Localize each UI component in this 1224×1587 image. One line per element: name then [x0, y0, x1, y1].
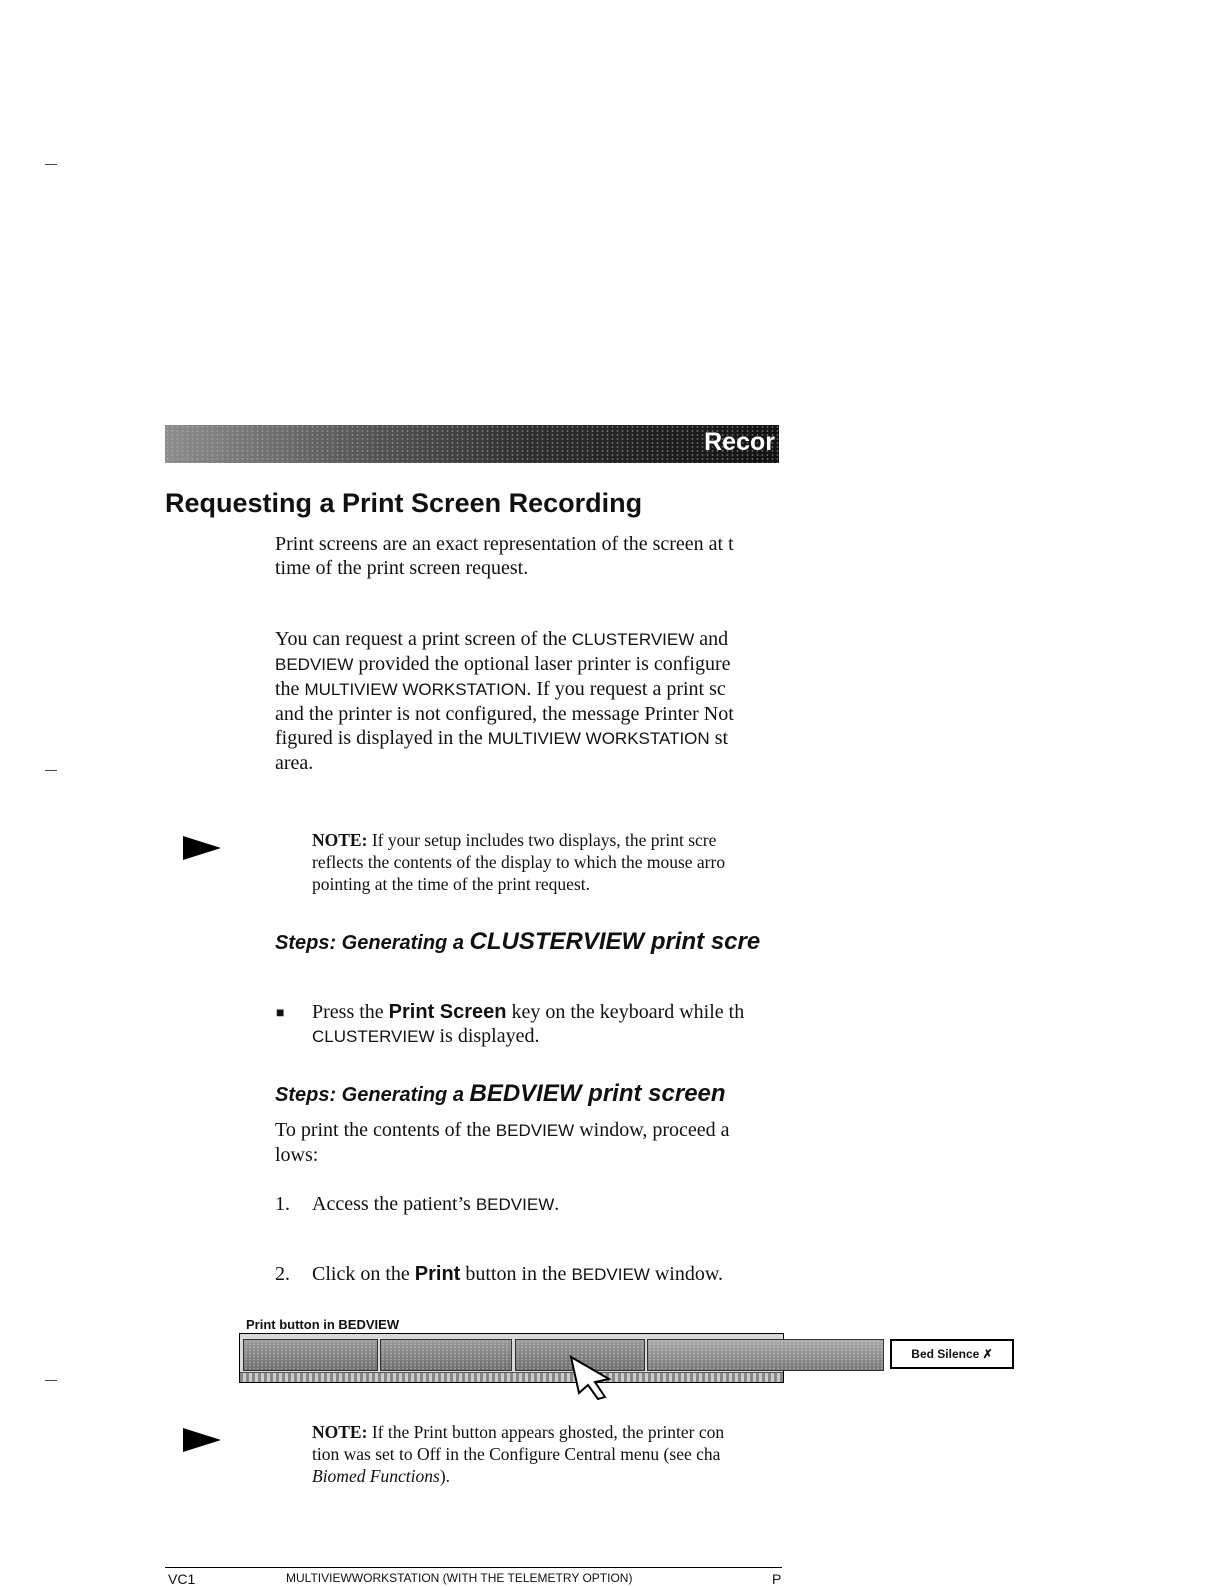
note2-line-2: tion was set to Off in the Configure Central menu (see cha: [312, 1444, 721, 1464]
banner-texture: [165, 425, 779, 463]
page-title: Requesting a Print Screen Recording: [165, 488, 643, 518]
config-line-4: and the printer is not configured, the message Printer Not: [275, 703, 734, 725]
toolbar-strip: [240, 1372, 783, 1382]
figure-caption: Print button in BEDVIEW: [246, 1317, 400, 1332]
step-print-screen-key: [312, 1000, 792, 1049]
config-line-6: area.: [275, 752, 314, 774]
proceed-line-2: lows:: [275, 1144, 319, 1166]
footer-page: P: [772, 1571, 782, 1587]
config-line-5: figured is displayed in the MULTIVIEW WORKSTATION st: [275, 727, 729, 749]
footer-left: VC1: [168, 1571, 196, 1587]
list-item: 1. Access the patient’s BEDVIEW.: [275, 1193, 560, 1215]
config-line-1: You can request a print screen of the CLUSTERVIEW and: [275, 628, 729, 650]
intro-line-1: Print screens are an exact representation of the screen at t: [275, 533, 734, 555]
intro-line-2: time of the print screen request.: [275, 557, 529, 579]
note-arrow-icon: [183, 836, 221, 860]
toolbar-button-4: [647, 1339, 884, 1371]
scan-mark: [45, 770, 57, 771]
banner-title: Recor: [704, 428, 775, 456]
bedview-toolbar-figure: [239, 1333, 993, 1383]
scan-mark: [45, 164, 57, 165]
proceed-paragraph: [275, 1118, 795, 1167]
steps-heading-bedview: Steps: Generating a BEDVIEW print screen: [275, 1080, 726, 1107]
proceed-line-1: To print the contents of the BEDVIEW window, proceed a: [275, 1119, 730, 1141]
footer-rule: [165, 1567, 782, 1568]
mouse-pointer-icon: [565, 1355, 625, 1401]
scan-mark: [45, 1380, 57, 1381]
step-line-1: Press the Print Screen key on the keyboard while th: [312, 1001, 745, 1023]
footer-center: MULTIVIEWWORKSTATION (WITH THE TELEMETRY OPTION): [286, 1571, 633, 1585]
config-paragraph: [275, 627, 795, 775]
toolbar-button-2: [380, 1339, 512, 1371]
note2-line-3: Biomed Functions).: [312, 1466, 451, 1486]
note-ghosted-print: [312, 1421, 792, 1487]
list-item: 2. Click on the Print button in the BEDVIEW window.: [275, 1263, 723, 1285]
note1-line-2: reflects the contents of the display to which the mouse arro: [312, 852, 726, 872]
config-line-2: BEDVIEW provided the optional laser printer is configure: [275, 653, 731, 675]
bed-silence-icon: ✗: [982, 1347, 993, 1361]
toolbar-button-1: [243, 1339, 378, 1371]
note2-line-1: NOTE: If the Print button appears ghosted, the printer con: [312, 1422, 725, 1442]
note1-line-3: pointing at the time of the print request.: [312, 874, 590, 894]
config-line-3: the MULTIVIEW WORKSTATION. If you request a print sc: [275, 678, 726, 700]
bed-silence-button: Bed Silence ✗: [890, 1339, 1014, 1369]
note-two-displays: [312, 829, 792, 895]
chapter-banner: [165, 425, 779, 463]
bullet-icon: ■: [276, 1004, 285, 1020]
note1-line-1: NOTE: If your setup includes two displays, the print scre: [312, 830, 717, 850]
steps-heading-clusterview: Steps: Generating a CLUSTERVIEW print scre: [275, 928, 761, 955]
step-line-2: CLUSTERVIEW is displayed.: [312, 1025, 540, 1047]
intro-paragraph: [275, 532, 795, 580]
note-arrow-icon: [183, 1428, 221, 1452]
